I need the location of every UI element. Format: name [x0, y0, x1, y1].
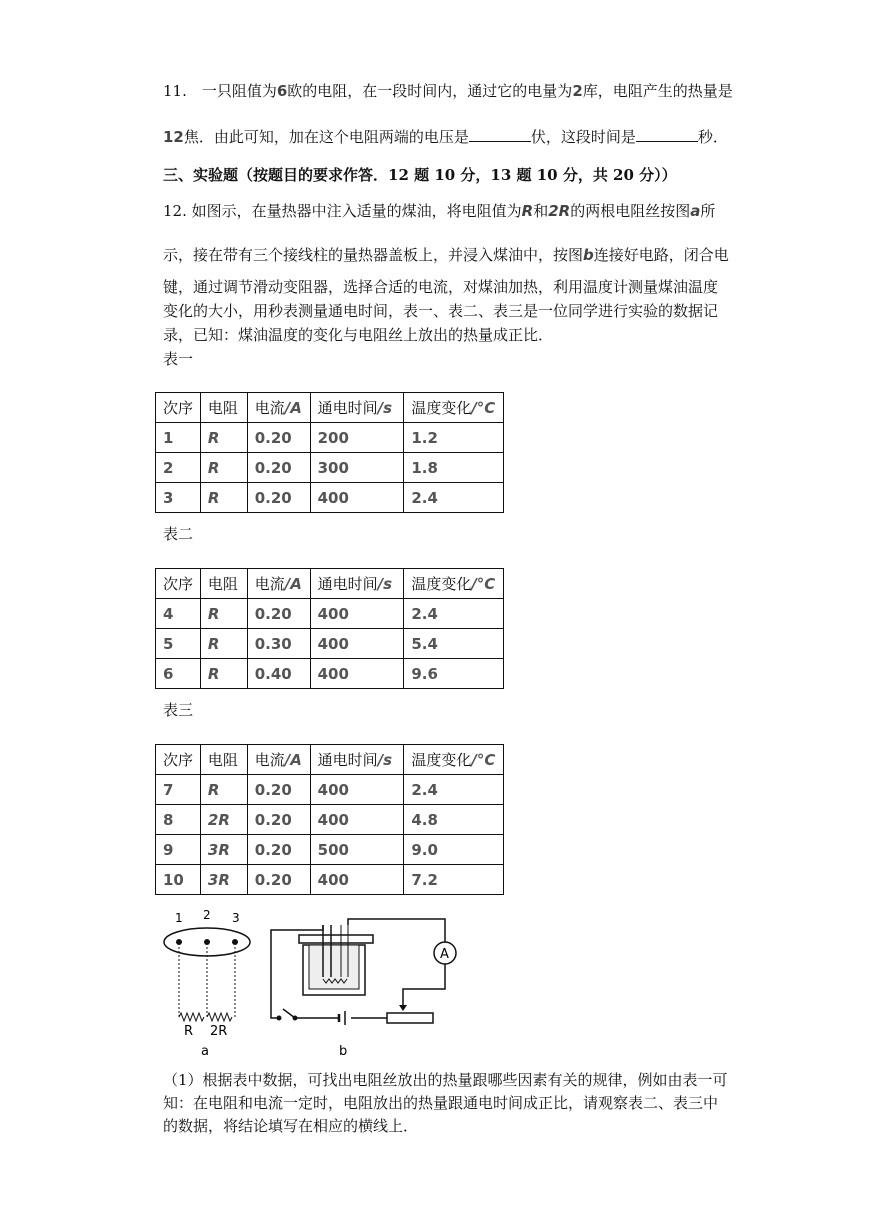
table-cell — [156, 629, 201, 659]
header-time — [310, 745, 404, 775]
q11-text: 秒． — [697, 128, 728, 146]
table-cell-value: 9.6 — [411, 664, 438, 683]
header-temp-change-unit: /°C — [471, 751, 496, 769]
table-cell-value: 1 — [163, 428, 174, 447]
table-cell — [310, 865, 404, 895]
table-cell — [404, 835, 504, 865]
resistance-r: R — [521, 202, 534, 220]
header-time — [310, 393, 404, 423]
table-cell — [200, 659, 247, 689]
table-cell-value: 0.20 — [254, 428, 292, 447]
header-current-label: 电流 — [254, 575, 285, 593]
table-cell — [247, 865, 310, 895]
q12-line-4: 变化的大小，用秒表测量通电时间，表一、表二、表三是一位同学进行实验的数据记 — [163, 302, 719, 320]
table-cell-value: R — [207, 634, 220, 653]
table-cell-value: 6 — [163, 664, 174, 683]
header-seq — [156, 393, 201, 423]
header-seq-label: 次序 — [163, 399, 194, 417]
table-row — [156, 775, 504, 805]
heat-value: 12 — [163, 128, 184, 146]
table-cell-value: 4 — [163, 604, 174, 623]
table-cell — [247, 453, 310, 483]
switch-pivot — [293, 1016, 298, 1021]
table-cell-value: 0.20 — [254, 604, 292, 623]
header-time-label: 通电时间 — [317, 751, 378, 769]
figure-a-caption: a — [201, 1044, 209, 1059]
table-cell-value: R — [207, 664, 220, 683]
table-cell-value: R — [207, 488, 220, 507]
table-cell-value: 9.0 — [411, 840, 438, 859]
table-cell — [404, 599, 504, 629]
header-temp-change-label: 温度变化 — [411, 575, 472, 593]
header-resistance — [200, 393, 247, 423]
wire-right — [403, 964, 445, 1009]
table-cell — [156, 775, 201, 805]
q11-line-1 — [163, 80, 733, 101]
terminal-2-label: 2 — [203, 908, 211, 922]
header-seq — [156, 569, 201, 599]
table-cell-value: 0.40 — [254, 664, 292, 683]
header-current-unit: /A — [284, 575, 302, 593]
table-cell-value: 400 — [317, 664, 349, 683]
header-current-label: 电流 — [254, 399, 285, 417]
table-3 — [155, 744, 504, 895]
table-cell — [200, 629, 247, 659]
table-cell-value: 300 — [317, 458, 349, 477]
q11-text: 库，电阻产生的热量是 — [582, 82, 733, 100]
table-cell — [156, 805, 201, 835]
table-cell — [200, 805, 247, 835]
time-blank[interactable] — [636, 129, 698, 142]
table-cell — [156, 835, 201, 865]
header-temp-change-unit: /°C — [471, 399, 496, 417]
table-cell-value: 10 — [163, 870, 184, 889]
q12-line-1 — [163, 200, 715, 221]
resistor-2r-label: 2R — [210, 1024, 228, 1039]
table-header-row — [156, 745, 504, 775]
table-cell — [404, 423, 504, 453]
table-cell — [247, 775, 310, 805]
resistance-2r: 2R — [548, 202, 571, 220]
table-cell — [200, 835, 247, 865]
table-cell — [404, 775, 504, 805]
table-row — [156, 659, 504, 689]
header-current-unit: /A — [284, 751, 302, 769]
table-cell-value: 500 — [317, 840, 349, 859]
table-cell — [156, 599, 201, 629]
table-cell-value: 0.20 — [254, 840, 292, 859]
charge-value: 2 — [572, 82, 583, 100]
table-cell — [247, 659, 310, 689]
table-row — [156, 599, 504, 629]
ammeter-label: A — [440, 947, 449, 962]
table-cell — [310, 423, 404, 453]
table-cell — [247, 805, 310, 835]
q12-text: 所 — [700, 202, 716, 220]
header-temp-change — [404, 745, 504, 775]
q12-line-3: 键，通过调节滑动变阻器，选择合适的电流，对煤油加热，利用温度计测量煤油温度 — [163, 278, 719, 296]
q12-text: 12. 如图示，在量热器中注入适量的煤油，将电阻值为 — [163, 202, 522, 220]
header-time-label: 通电时间 — [317, 399, 378, 417]
table-cell-value: 5.4 — [411, 634, 438, 653]
table-row — [156, 835, 504, 865]
table-row — [156, 453, 504, 483]
table-cell-value: 200 — [317, 428, 349, 447]
table-cell — [404, 805, 504, 835]
header-temp-change-label: 温度变化 — [411, 399, 472, 417]
table-cell-value: 7 — [163, 780, 174, 799]
resistor-2r — [207, 1013, 232, 1021]
figure-a-ref: a — [690, 202, 701, 220]
table-cell — [404, 659, 504, 689]
figure-b-ref: b — [583, 246, 594, 264]
header-time-unit: /s — [377, 575, 393, 593]
table-cell-value: 1.8 — [411, 458, 438, 477]
header-resistance-label: 电阻 — [207, 575, 238, 593]
table-cell — [200, 599, 247, 629]
voltage-blank[interactable] — [469, 129, 531, 142]
q12-line-2 — [163, 244, 729, 265]
header-resistance-label: 电阻 — [207, 399, 238, 417]
table-cell-value: 0.20 — [254, 810, 292, 829]
rheostat-slider — [399, 1005, 407, 1011]
terminal-3-label: 3 — [232, 911, 240, 925]
terminal-2 — [204, 939, 210, 945]
table-header-row — [156, 393, 504, 423]
table-cell-value: 2.4 — [411, 604, 438, 623]
table-cell — [156, 453, 201, 483]
table-cell — [247, 483, 310, 513]
table-cell-value: 400 — [317, 780, 349, 799]
table-2 — [155, 568, 504, 689]
table-header-row — [156, 569, 504, 599]
table-cell — [310, 805, 404, 835]
table-cell-value: R — [207, 428, 220, 447]
terminal-1-label: 1 — [175, 911, 183, 925]
table-cell-value: 8 — [163, 810, 174, 829]
table-cell-value: 0.30 — [254, 634, 292, 653]
table-cell-value: 2.4 — [411, 780, 438, 799]
resistance-value: 6 — [276, 82, 288, 100]
table-cell — [156, 865, 201, 895]
q12-text: 示，接在带有三个接线柱的量热器盖板上，并浸入煤油中，按图 — [163, 246, 584, 264]
sub1-line-3: 的数据，将结论填写在相应的横线上． — [163, 1117, 419, 1135]
header-temp-change — [404, 393, 504, 423]
table-row — [156, 483, 504, 513]
sub1-line-1: （1）根据表中数据，可找出电阻丝放出的热量跟哪些因素有关的规律，例如由表一可 — [163, 1071, 728, 1089]
table-row — [156, 865, 504, 895]
table-cell — [247, 423, 310, 453]
table-cell-value: 4.8 — [411, 810, 438, 829]
header-time-unit: /s — [377, 751, 393, 769]
table-cell-value: 3R — [207, 870, 230, 889]
table-cell-value: 1.2 — [411, 428, 438, 447]
resistor-r-label: R — [184, 1024, 194, 1039]
table-cell — [156, 659, 201, 689]
table-cell — [310, 599, 404, 629]
table-cell — [404, 629, 504, 659]
header-time-unit: /s — [377, 399, 393, 417]
sub1-line-2: 知：在电阻和电流一定时，电阻放出的热量跟通电时间成正比，请观察表二、表三中 — [163, 1094, 719, 1112]
table-2-title: 表二 — [163, 525, 194, 543]
table-cell — [310, 483, 404, 513]
table-cell — [200, 423, 247, 453]
q11-text: 焦．由此可知，加在这个电阻两端的电压是 — [183, 128, 469, 146]
circuit-figure — [155, 905, 465, 1065]
q12-line-5: 录，已知：煤油温度的变化与电阻丝上放出的热量成正比． — [163, 326, 554, 344]
header-seq-label: 次序 — [163, 751, 194, 769]
figure-a — [164, 908, 250, 1059]
table-cell-value: 0.20 — [254, 458, 292, 477]
table-cell-value: 2.4 — [411, 488, 438, 507]
table-cell — [247, 629, 310, 659]
q12-text: 连接好电路，闭合电 — [593, 246, 729, 264]
table-cell — [310, 835, 404, 865]
q11-line-2 — [163, 126, 728, 147]
calorimeter-lid — [299, 935, 373, 943]
table-cell-value: 3 — [163, 488, 174, 507]
table-cell-value: 400 — [317, 604, 349, 623]
table-row — [156, 423, 504, 453]
rheostat — [387, 1013, 433, 1023]
table-cell — [200, 453, 247, 483]
table-row — [156, 805, 504, 835]
table-cell — [404, 865, 504, 895]
figure-b — [271, 919, 456, 1059]
table-cell — [247, 835, 310, 865]
section-heading: 三、实验题（按题目的要求作答．12 题 10 分，13 题 10 分，共 20 分）） — [163, 166, 677, 184]
table-cell-value: 7.2 — [411, 870, 438, 889]
table-cell-value: R — [207, 780, 220, 799]
header-current — [247, 745, 310, 775]
table-1 — [155, 392, 504, 513]
table-row — [156, 629, 504, 659]
header-current-label: 电流 — [254, 751, 285, 769]
q12-text: 的两根电阻丝按图 — [570, 202, 691, 220]
table-cell — [247, 599, 310, 629]
resistor-r — [179, 1013, 204, 1021]
header-current — [247, 569, 310, 599]
header-resistance — [200, 745, 247, 775]
q11-text: 11. 一只阻值为 — [163, 82, 277, 100]
table-cell-value: 400 — [317, 488, 349, 507]
terminal-1 — [176, 939, 182, 945]
header-temp-change — [404, 569, 504, 599]
header-current — [247, 393, 310, 423]
table-cell — [310, 775, 404, 805]
table-3-title: 表三 — [163, 701, 194, 719]
header-time-label: 通电时间 — [317, 575, 378, 593]
q11-text: 欧的电阻，在一段时间内，通过它的电量为 — [287, 82, 573, 100]
table-cell-value: 0.20 — [254, 488, 292, 507]
table-cell — [404, 453, 504, 483]
table-cell — [310, 659, 404, 689]
table-cell — [156, 483, 201, 513]
header-temp-change-unit: /°C — [471, 575, 496, 593]
table-cell — [200, 865, 247, 895]
table-cell-value: 400 — [317, 870, 349, 889]
header-resistance-label: 电阻 — [207, 751, 238, 769]
terminal-3 — [232, 939, 238, 945]
header-resistance — [200, 569, 247, 599]
header-seq-label: 次序 — [163, 575, 194, 593]
table-cell-value: 400 — [317, 810, 349, 829]
table-cell — [200, 483, 247, 513]
q12-text: 和 — [533, 202, 549, 220]
table-cell-value: R — [207, 458, 220, 477]
table-cell-value: 2 — [163, 458, 174, 477]
header-seq — [156, 745, 201, 775]
table-cell-value: 5 — [163, 634, 174, 653]
q11-text: 伏，这段时间是 — [530, 128, 636, 146]
table-cell — [156, 423, 201, 453]
table-cell-value: R — [207, 604, 220, 623]
table-cell-value: 0.20 — [254, 780, 292, 799]
table-cell-value: 0.20 — [254, 870, 292, 889]
header-current-unit: /A — [284, 399, 302, 417]
table-cell — [200, 775, 247, 805]
table-cell-value: 2R — [207, 810, 230, 829]
table-cell-value: 9 — [163, 840, 174, 859]
table-cell — [310, 629, 404, 659]
calorimeter-inner — [309, 945, 359, 989]
table-cell-value: 400 — [317, 634, 349, 653]
table-1-title: 表一 — [163, 350, 194, 368]
header-time — [310, 569, 404, 599]
table-cell — [404, 483, 504, 513]
table-cell-value: 3R — [207, 840, 230, 859]
figure-b-caption: b — [339, 1044, 348, 1059]
header-temp-change-label: 温度变化 — [411, 751, 472, 769]
table-cell — [310, 453, 404, 483]
wire-top — [348, 919, 445, 943]
